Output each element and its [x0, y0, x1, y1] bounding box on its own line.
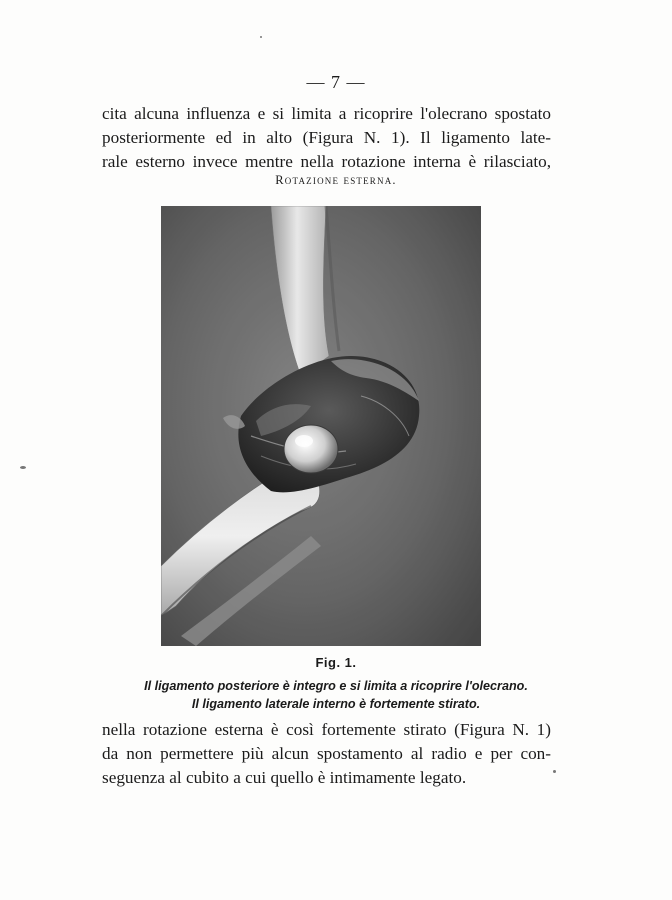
top-paragraph-line: cita alcuna influenza e si limita a ricoprire l'olecrano spostato: [102, 104, 551, 123]
bottom-paragraph: [102, 718, 551, 790]
section-caption: Rotazione esterna.: [275, 173, 397, 187]
top-paragraph: [102, 102, 551, 174]
figure-label: Fig. 1.: [315, 655, 357, 670]
elbow-photograph-image: [161, 206, 481, 646]
elbow-photograph: [161, 206, 481, 646]
figure-caption-line: Il ligamento posteriore è integro e si limita a ricoprire l'olecrano.: [144, 679, 528, 693]
top-paragraph-line: posteriormente ed in alto (Figura N. 1). Il ligamento late-: [102, 128, 551, 147]
top-paragraph-line: rale esterno invece mentre nella rotazione interna è rilasciato,: [102, 152, 551, 171]
bottom-paragraph-line: seguenza al cubito a cui quello è intimamente legato.: [102, 768, 467, 787]
paper-speck: [20, 466, 26, 469]
figure-caption-line: Il ligamento laterale interno è fortemente stirato.: [191, 697, 481, 711]
paper-speck: [260, 36, 262, 38]
bottom-paragraph-line: nella rotazione esterna è così fortemente stirato (Figura N. 1): [102, 720, 551, 739]
paper-speck: [553, 770, 556, 773]
page-number: — 7 —: [306, 72, 366, 92]
bottom-paragraph-line: da non permettere più alcun spostamento al radio e per con-: [102, 744, 551, 763]
